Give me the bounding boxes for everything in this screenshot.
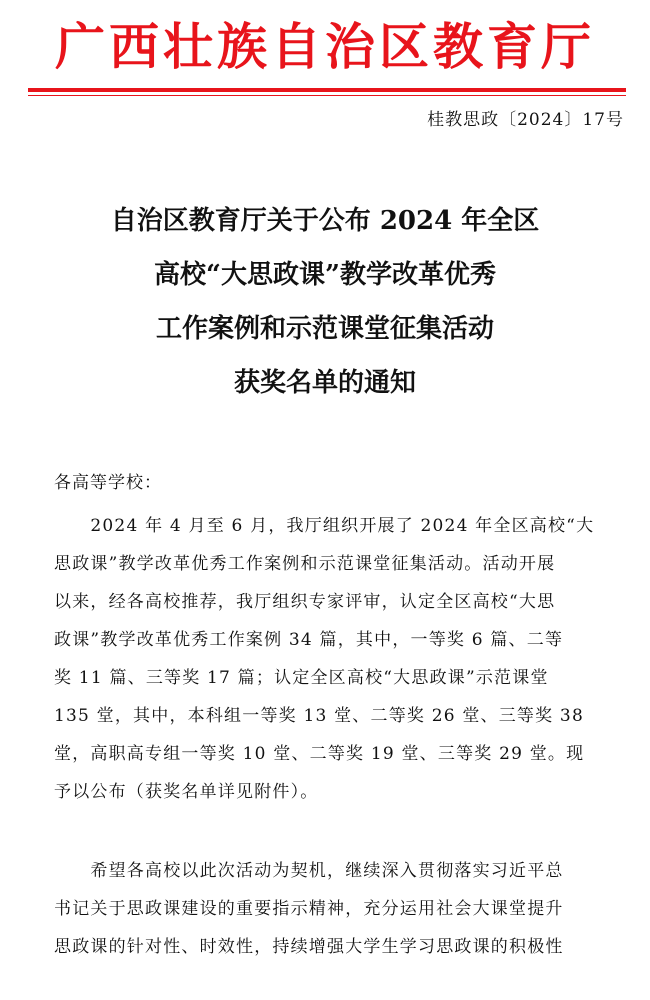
paragraph-line: 堂，高职高专组一等奖 10 堂、二等奖 19 堂、三等奖 29 堂。现 (54, 744, 585, 764)
paragraph-line: 希望各高校以此次活动为契机，继续深入贯彻落实习近平总 (54, 861, 564, 881)
paragraph-line: 以来，经各高校推荐，我厅组织专家评审，认定全区高校“大思 (54, 592, 556, 612)
paragraph-line: 思政课”教学改革优秀工作案例和示范课堂征集活动。活动开展 (54, 554, 556, 574)
paragraph-line: 书记关于思政课建设的重要指示精神，充分运用社会大课堂提升 (54, 899, 564, 919)
title-line: 工作案例和示范课堂征集活动 (155, 314, 494, 344)
salutation: 各高等学校： (54, 473, 162, 493)
paragraph-line: 2024 年 4 月至 6 月，我厅组织开展了 2024 年全区高校“大 (54, 516, 595, 536)
title-line: 自治区教育厅关于公布 2024 年全区 (110, 206, 540, 236)
paragraph-line: 奖 11 篇、三等奖 17 篇；认定全区高校“大思政课”示范课堂 (54, 668, 549, 688)
title-line: 高校“大思政课”教学改革优秀 (154, 260, 496, 290)
paragraph-line: 思政课的针对性、时效性，持续增强大学生学习思政课的积极性 (54, 937, 564, 957)
title-line: 获奖名单的通知 (233, 368, 416, 398)
paragraph-line: 政课”教学改革优秀工作案例 34 篇，其中，一等奖 6 篇、二等 (54, 630, 564, 650)
paragraph-line: 135 堂，其中，本科组一等奖 13 堂、二等奖 26 堂、三等奖 38 (54, 706, 584, 726)
masthead-rule-thick (28, 88, 626, 92)
paragraph-line: 予以公布（获奖名单详见附件）。 (54, 782, 319, 802)
body-paragraph-1 (54, 507, 634, 811)
document-number: 桂教思政〔2024〕17号 (427, 110, 624, 130)
masthead-organization: 广西壮族自治区教育厅 (55, 17, 595, 76)
body-paragraph-2 (54, 852, 634, 966)
document-title (0, 194, 650, 410)
masthead-rule-thin (28, 95, 626, 96)
